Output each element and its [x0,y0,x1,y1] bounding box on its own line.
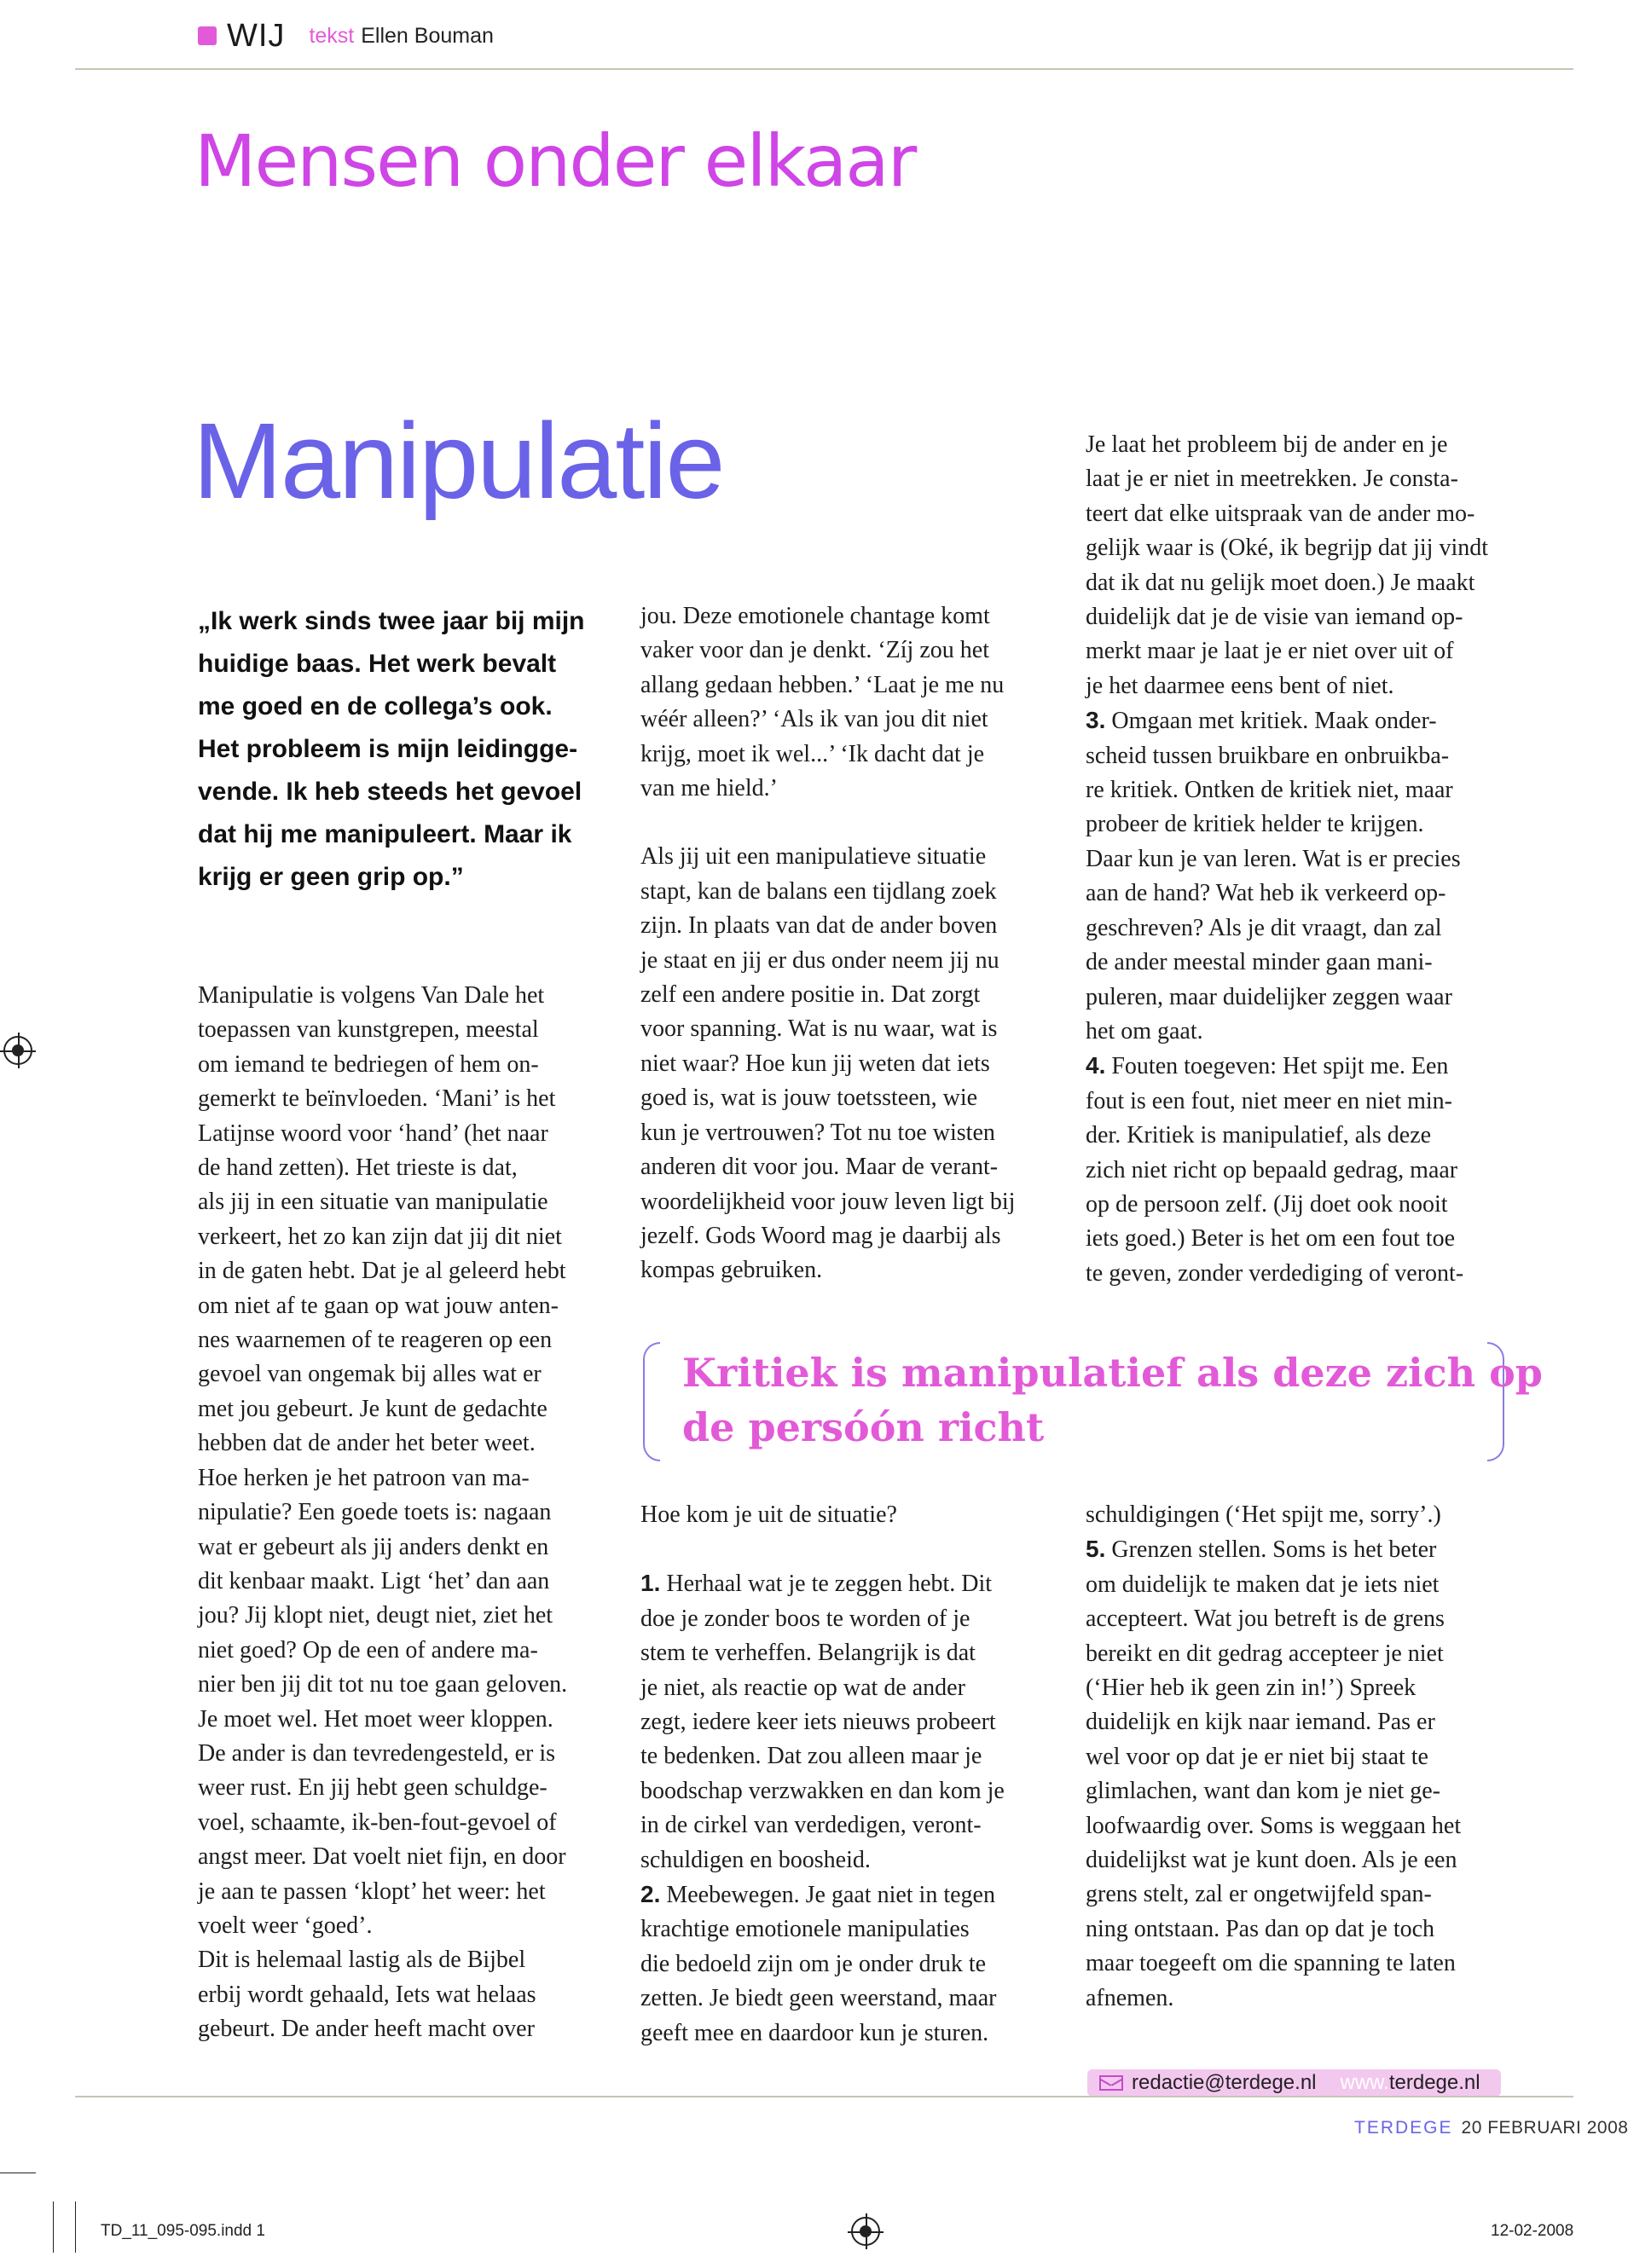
text-line: te bedenken. Dat zou alleen maar je [640,1743,982,1770]
text-line: voor spanning. Wat is nu waar, wat is [640,1015,998,1043]
list-number: 4. [1086,1052,1106,1079]
paragraph-gap [640,1532,1084,1566]
list-number: 1. [640,1570,661,1597]
registration-mark-icon [851,2217,880,2246]
registration-mark-icon [3,1036,32,1065]
text-line: aan de hand? Wat heb ik verkeerd op- [1086,880,1446,907]
text-line: Latijnse woord voor ‘hand’ (het naar [198,1120,548,1147]
text-line: de ander meestal minder gaan mani- [1086,949,1433,976]
text-line: wel voor op dat je er niet bij staat te [1086,1743,1428,1770]
text-line: fout is een fout, niet meer en niet min- [1086,1087,1452,1114]
text-line: geschreven? Als je dit vraagt, dan zal [1086,914,1442,941]
text-line: op de persoon zelf. (Jij doet ook nooit [1086,1190,1448,1218]
text-line: Dit is helemaal lastig als de Bijbel [198,1947,526,1974]
contact-email-link[interactable]: redactie@terdege.nl [1132,2071,1317,2094]
text-line: jou? Jij klopt niet, deugt niet, ziet het [198,1602,553,1629]
text-line: de hand zetten). Het trieste is dat, [198,1154,518,1182]
pull-quote [643,1342,1543,1460]
list-number: 5. [1086,1536,1106,1563]
contact-strip [1087,2069,1501,2097]
text-line: in de cirkel van verdedigen, veront- [640,1812,982,1839]
text-line: angst meer. Dat voelt niet fijn, en door [198,1843,566,1871]
text-line: voel, schaamte, ik-ben-fout-gevoel of [198,1808,557,1836]
page-footer [1354,2118,1628,2138]
list-item-text: Grenzen stellen. Soms is het beter [1105,1536,1437,1564]
body-column-3-top [1086,428,1529,1291]
text-line: zijn. In plaats van dat de ander boven [640,912,998,940]
text-line: zich niet richt op bepaald gedrag, maar [1086,1156,1458,1183]
text-line: doe je zonder boos te worden of je [640,1605,970,1632]
text-line: Manipulatie is volgens Van Dale het [198,982,545,1009]
text-line: weer rust. En jij hebt geen schuldge- [198,1774,547,1802]
text-line: bereikt en dit gedrag accepteer je niet [1086,1640,1444,1667]
quote-bracket-left [643,1342,660,1461]
website-link[interactable] [1341,2071,1480,2095]
text-line: erbij wordt gehaald, Iets wat helaas [198,1981,536,2008]
text-line: (‘Hier heb ik geen zin in!’) Spreek [1086,1675,1417,1702]
list-item-text: Meebewegen. Je gaat niet in tegen [660,1882,995,1909]
text-line: zetten. Je biedt geen weerstand, maar [640,1985,997,2012]
header-rule [75,68,1573,70]
body-column-2-bottom [640,1498,1084,2051]
body-column-1 [198,979,641,2047]
text-line: maar toegeeft om die spanning te laten [1086,1950,1456,1977]
section-kicker: Mensen onder elkaar [194,119,916,203]
article-title: Manipulatie [193,401,724,521]
website-domain: terdege.nl [1388,2071,1480,2094]
crop-mark [53,2201,54,2253]
text-line: duidelijkst wat je kunt doen. Als je een [1086,1847,1457,1874]
text-line: in de gaten hebt. Dat je al geleerd hebt [198,1258,566,1285]
text-line: nes waarnemen of te reageren op een [198,1327,553,1354]
list-item-5 [1086,1532,1529,1567]
text-line: nipulatie? Een goede toets is: nagaan [198,1499,552,1526]
text-line: jezelf. Gods Woord mag je daarbij als [640,1222,1001,1249]
text-line: voelt weer ‘goed’. [198,1912,373,1939]
text-line: accepteert. Wat jou betreft is de grens [1086,1606,1445,1633]
text-line: Hoe herken je het patroon van ma- [198,1464,530,1491]
text-line: dat ik dat nu gelijk moet doen.) Je maakt [1086,569,1475,596]
text-line: Daar kun je van leren. Wat is er precies [1086,845,1461,872]
intro-line: „Ik werk sinds twee jaar bij mijn [198,607,585,635]
issue-date: 20 FEBRUARI 2008 [1461,2118,1628,2138]
crop-mark [75,2201,76,2253]
text-line: van me hield.’ [640,775,778,802]
magazine-brand: TERDEGE [1354,2118,1453,2138]
text-line: je aan te passen ‘klopt’ het weer: het [198,1877,546,1905]
text-line: De ander is dan tevredengesteld, er is [198,1739,556,1767]
text-line: schuldigen en boosheid. [640,1846,871,1873]
list-item-text: Fouten toegeven: Het spijt me. Een [1105,1053,1449,1080]
text-line: jou. Deze emotionele chantage komt [640,603,990,629]
list-item-3 [1086,703,1529,738]
text-line: kompas gebruiken. [640,1257,823,1284]
pull-quote-line: Kritiek is manipulatief als deze zich op [682,1350,1543,1396]
text-line: kun je vertrouwen? Tot nu toe wisten [640,1119,995,1146]
text-line: krachtige emotionele manipulaties [640,1916,970,1943]
credit-label: tekst [309,23,355,48]
text-line: ning ontstaan. Pas dan op dat je toch [1086,1915,1435,1942]
text-line: Je moet wel. Het moet weer kloppen. [198,1705,553,1733]
text-line: vaker voor dan je denkt. ‘Zíj zou het [640,637,989,664]
text-line: gevoel van ongemak bij alles wat er [198,1361,542,1388]
text-line: re kritiek. Ontken de kritiek niet, maar [1086,777,1453,804]
text-line: glimlachen, want dan kom je niet ge- [1086,1778,1440,1805]
text-line: nier ben jij dit tot nu toe gaan geloven. [198,1671,568,1698]
text-line: der. Kritiek is manipulatief, als deze [1086,1122,1432,1149]
text-line: om duidelijk te maken dat je iets niet [1086,1571,1440,1598]
text-line: anderen dit voor jou. Maar de verant- [640,1154,999,1181]
text-line: grens stelt, zal er ongetwijfeld span- [1086,1881,1432,1908]
pull-quote-line: de persóón richt [682,1404,1045,1450]
text-line: woordelijkheid voor jouw leven ligt bij [640,1188,1016,1215]
intro-line: huidige baas. Het werk bevalt [198,650,557,678]
section-header [198,12,494,60]
credit-name: Ellen Bouman [361,23,494,48]
text-line: krijg, moet ik wel...’ ‘Ik dacht dat je [640,740,985,767]
text-line: probeer de kritiek helder te krijgen. [1086,811,1424,838]
text-line: gemerkt te beïnvloeden. ‘Mani’ is het [198,1085,556,1113]
text-line: schuldigingen (‘Het spijt me, sorry’.) [1086,1501,1441,1528]
text-line: niet waar? Hoe kun jij weten dat iets [640,1050,990,1077]
subheading-question: Hoe kom je uit de situatie? [640,1501,897,1528]
text-line: hebben dat de ander het beter weet. [198,1430,536,1457]
text-line: je niet, als reactie op wat de ander [640,1674,965,1701]
text-line: boodschap verzwakken en dan kom je [640,1777,1005,1804]
text-line: die bedoeld zijn om je onder druk te [640,1950,987,1977]
text-line: goed is, wat is jouw toetssteen, wie [640,1085,978,1112]
text-line: loofwaardig over. Soms is weggaan het [1086,1812,1462,1839]
text-line: om niet af te gaan op wat jouw anten- [198,1292,559,1319]
mail-icon [1099,2075,1123,2091]
list-item-2 [640,1877,1084,1912]
pull-quote-text [682,1345,1543,1455]
body-column-3-bottom [1086,1498,1529,2016]
list-number: 3. [1086,707,1106,734]
text-line: gelijk waar is (Oké, ik begrijp dat jij vindt [1086,535,1489,562]
text-line: je het daarmee eens bent of niet. [1086,672,1394,699]
text-line: geeft mee en daardoor kun je sturen. [640,2019,989,2046]
list-item-4 [1086,1049,1529,1084]
print-slug-date: 12-02-2008 [1491,2222,1574,2240]
intro-line: me goed en de collega’s ook. [198,692,553,720]
footer-rule [75,2096,1573,2097]
print-slug-file: TD_11_095-095.indd 1 [101,2222,265,2240]
text-line: wat er gebeurt als jij anders denkt en [198,1533,549,1560]
text-line: merkt maar je laat je er niet over uit of [1086,638,1454,665]
text-line: puleren, maar duidelijker zeggen waar [1086,983,1452,1010]
text-line: je staat en jij er dus onder neem jij nu [640,946,999,974]
intro-line: krijg er geen grip op.” [198,863,464,891]
text-line: Je laat het probleem bij de ander en je [1086,431,1448,458]
text-line: gebeurt. De ander heeft macht over [198,2016,535,2043]
list-item-text: Omgaan met kritiek. Maak onder- [1105,708,1437,735]
intro-line: dat hij me manipuleert. Maar ik [198,820,572,848]
text-line: teert dat elke uitspraak van de ander mo- [1086,500,1475,527]
text-line: duidelijk en kijk naar iemand. Pas er [1086,1709,1435,1736]
text-line: als jij in een situatie van manipulatie [198,1189,548,1216]
body-column-2-top [640,599,1084,1288]
intro-line: vende. Ik heb steeds het gevoel [198,778,582,806]
text-line: niet goed? Op de een of andere ma- [198,1636,538,1663]
text-line: te geven, zonder verdediging of veront- [1086,1259,1464,1287]
text-line: stem te verheffen. Belangrijk is dat [640,1640,976,1667]
paragraph-gap [640,806,1084,840]
text-line: laat je er niet in meetrekken. Je consta- [1086,466,1458,493]
text-line: stapt, kan de balans een tijdlang zoek [640,877,997,905]
text-line: het om gaat. [1086,1017,1203,1044]
list-number: 2. [640,1881,661,1908]
text-line: duidelijk dat je de visie van iemand op- [1086,604,1463,631]
text-line: met jou gebeurt. Je kunt de gedachte [198,1395,547,1422]
text-line: scheid tussen bruikbare en onbruikba- [1086,742,1450,769]
intro-quote [198,600,624,899]
intro-line: Het probleem is mijn leidingge- [198,735,578,763]
text-line: iets goed.) Beter is het om een fout toe [1086,1225,1456,1253]
text-line: dit kenbaar maakt. Ligt ‘het’ dan aan [198,1567,550,1594]
text-line: allang gedaan hebben.’ ‘Laat je me nu [640,671,1005,698]
section-name: WIJ [227,17,286,54]
list-item-text: Herhaal wat je te zeggen hebt. Dit [660,1571,993,1598]
text-line: zegt, iedere keer iets nieuws probeert [640,1709,996,1736]
website-prefix: www. [1340,2071,1389,2094]
text-line: om iemand te bedriegen of hem on- [198,1050,539,1078]
section-square-icon [198,26,217,45]
text-line: afnemen. [1086,1984,1174,2011]
list-item-1 [640,1566,1084,1601]
text-line: verkeert, het zo kan zijn dat jij dit niet [198,1223,562,1250]
text-line: Als jij uit een manipulatieve situatie [640,843,987,871]
text-line: toepassen van kunstgrepen, meestal [198,1016,539,1044]
text-line: wéér alleen?’ ‘Als ik van jou dit niet [640,706,988,733]
text-line: zelf een andere positie in. Dat zorgt [640,981,981,1009]
